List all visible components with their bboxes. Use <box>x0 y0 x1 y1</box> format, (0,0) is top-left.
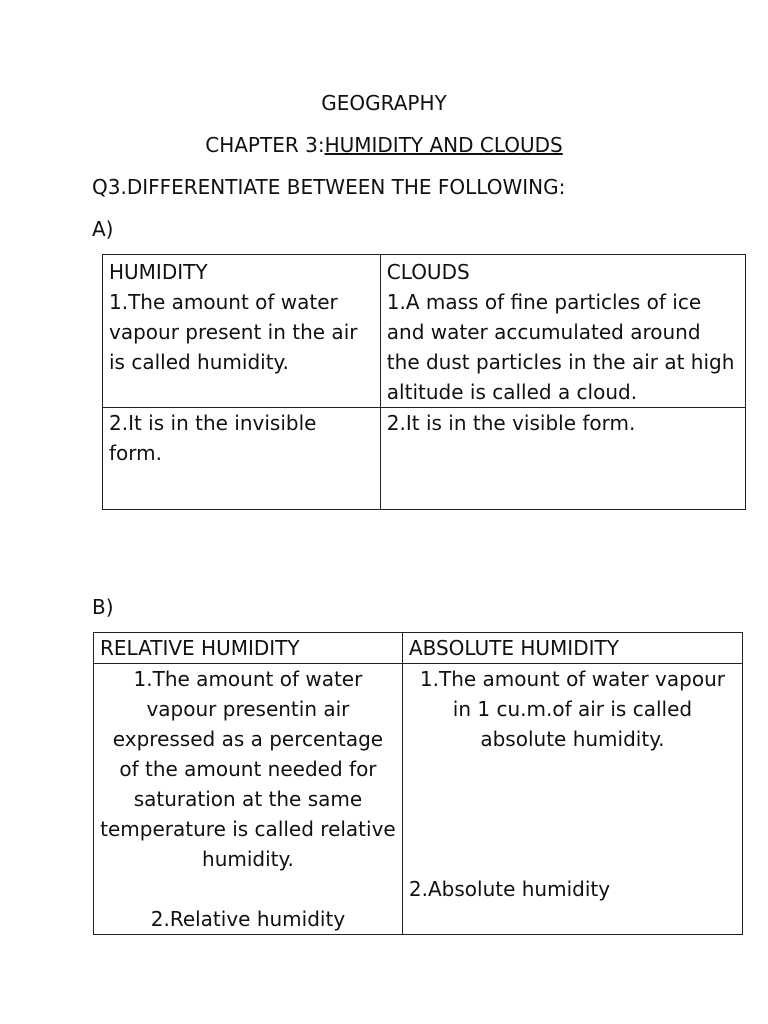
absolute-humidity-point-1: 1.The amount of water vapour in 1 cu.m.of air is called absolute humidity. <box>419 667 725 751</box>
table-row <box>103 408 746 510</box>
column-header-relative-humidity: RELATIVE HUMIDITY <box>94 633 403 664</box>
humidity-point-1: 1.The amount of water vapour present in the air is called humidity. <box>109 290 358 374</box>
spacer <box>100 874 396 904</box>
table-cell <box>94 664 403 935</box>
relative-humidity-point-2: 2.Relative humidity <box>150 907 346 931</box>
chapter-heading <box>0 130 768 160</box>
table-cell <box>103 255 381 408</box>
clouds-point-2: 2.It is in the visible form. <box>380 408 745 510</box>
table-cell <box>402 664 742 935</box>
spacer <box>409 754 736 874</box>
absolute-humidity-point-2: 2.Absolute humidity <box>408 877 611 901</box>
part-a-label: A) <box>92 217 114 241</box>
table-cell <box>380 255 745 408</box>
relative-humidity-point-1: 1.The amount of water vapour presentin air expressed as a percentage of the amount needed for saturation at the same temperature is called relative humidity. <box>100 667 396 871</box>
chapter-prefix: CHAPTER 3: <box>205 133 325 157</box>
column-header-clouds: CLOUDS <box>386 260 470 284</box>
humidity-clouds-table <box>102 254 746 510</box>
relative-absolute-humidity-table <box>93 632 743 935</box>
clouds-point-1: 1.A mass of fine particles of ice and water accumulated around the dust particles in the air at high altitude is called a cloud. <box>386 290 735 404</box>
column-header-humidity: HUMIDITY <box>109 260 208 284</box>
subject-title: GEOGRAPHY <box>321 91 447 115</box>
table-header-row <box>94 633 743 664</box>
table-row <box>94 664 743 935</box>
humidity-point-2: 2.It is in the invisible form. <box>103 408 381 510</box>
table-row <box>103 255 746 408</box>
column-header-absolute-humidity: ABSOLUTE HUMIDITY <box>402 633 742 664</box>
part-b-label: B) <box>92 595 114 619</box>
chapter-title: HUMIDITY AND CLOUDS <box>324 133 563 157</box>
question-text: Q3.DIFFERENTIATE BETWEEN THE FOLLOWING: <box>92 175 566 199</box>
